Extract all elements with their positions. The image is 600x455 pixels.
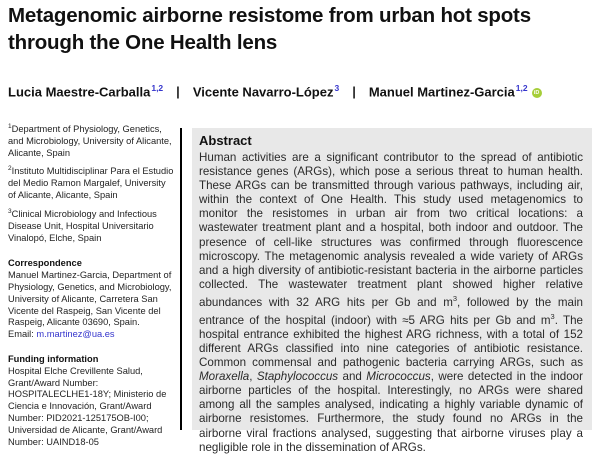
author-name[interactable]: Manuel Martinez-Garcia$^{1,2}$iD [369, 83, 542, 99]
page-title: Metagenomic airborne resistome from urban hot spots through the One Health lens [8, 4, 531, 54]
affiliation-item: $^1$Department of Physiology, Genetics, and Microbiology, University of Alicante, Alicante, Spain [8, 123, 172, 158]
correspondence-block [8, 258, 174, 341]
correspondence-email-line [8, 329, 174, 341]
funding-text: Hospital Elche Crevillente Salud, Grant/Award Number: HOSPITALECLHE1-18Y; Ministerio de Ciencia e Innovación, Grant/Award Number: PID2021-125175OB-I00; Universidad de Alicante, Grant/Award Number: UAIND18-05 [8, 365, 167, 447]
author-affiliation-superscript: 1,2 [151, 83, 164, 93]
funding-heading: Funding information [8, 354, 99, 365]
author-affiliation-superscript: 3 [334, 83, 340, 93]
orcid-icon[interactable]: iD [532, 88, 542, 98]
author-name[interactable]: Vicente Navarro-López$^3$ [192, 83, 340, 100]
abstract-panel [192, 128, 592, 454]
affiliation-item: $^2$Instituto Multidisciplinar Para el Estudio del Medio Ramon Margalef, University of Alicante, Alicante, Spain [8, 165, 174, 201]
column-divider-rule [180, 128, 182, 430]
abstract-heading: Abstract [199, 133, 252, 148]
email-link[interactable]: m.martinez@ua.es [36, 329, 115, 340]
author-affiliation-superscript: 1,2 [515, 83, 528, 93]
author-separator: | [352, 84, 356, 100]
funding-block [8, 354, 174, 448]
author-separator: | [176, 84, 180, 100]
author-name[interactable]: Lucia Maestre-Carballa$^{1,2}$ [8, 83, 164, 100]
left-column [8, 121, 174, 448]
affiliation-item: $^3$Clinical Microbiology and Infectious Disease Unit, Hospital Universitario Vinalopó, Elche, Spain [8, 207, 157, 243]
abstract-body: Human activities are a significant contributor to the spread of antibiotic resistance genes (ARGs), which pose a serious threat to human health. These ARGs can be transmitted through various pathways, including air, within the context of One Health. This study used metagenomics to monitor the resistomes in urban air from two critical locations: a wastewater treatment plant and a hospital, both indoor and outdoor. The presence of cell-like structures was confirmed through fluorescence microscopy. The metagenomic analysis revealed a wide variety of ARGs and a high diversity of antibiotic-resistant bacteria in the airborne particles collected. The wastewater treatment plant showed higher relative abundances with 32 ARG hits per Gb and $m^3$, followed by the main entrance of the hospital (indoor) with ≈5 ARG hits per Gb and $m^3$. The hospital entrance exhibited the highest ARG richness, with a total of 152 different ARGs classified into nine categories of antibiotic resistance. Common commensal and pathogenic bacteria carrying ARGs, such as Moraxella, Staphylococcus and Micrococcus, were detected in the indoor airborne particles of the hospital. Interestingly, no ARGs were shared among all the samples analysed, indicating a highly variable dynamic of airborne resistomes. Furthermore, the study found no ARGs in the airborne viral fractions analysed, suggesting that airborne viruses play a negligible role in the dissemination of ARGs. [199, 151, 583, 454]
affiliations [8, 121, 174, 244]
correspondence-text: Manuel Martinez-Garcia, Department of Physiology, Genetics, and Microbiology, University of Alicante, Carretera San Vicente del Raspeig, San Vicente del Raspeig, Alicante 03690, Spain. [8, 270, 172, 328]
correspondence-heading: Correspondence [8, 258, 82, 269]
email-label: Email: [8, 329, 37, 340]
author-row [8, 83, 592, 99]
